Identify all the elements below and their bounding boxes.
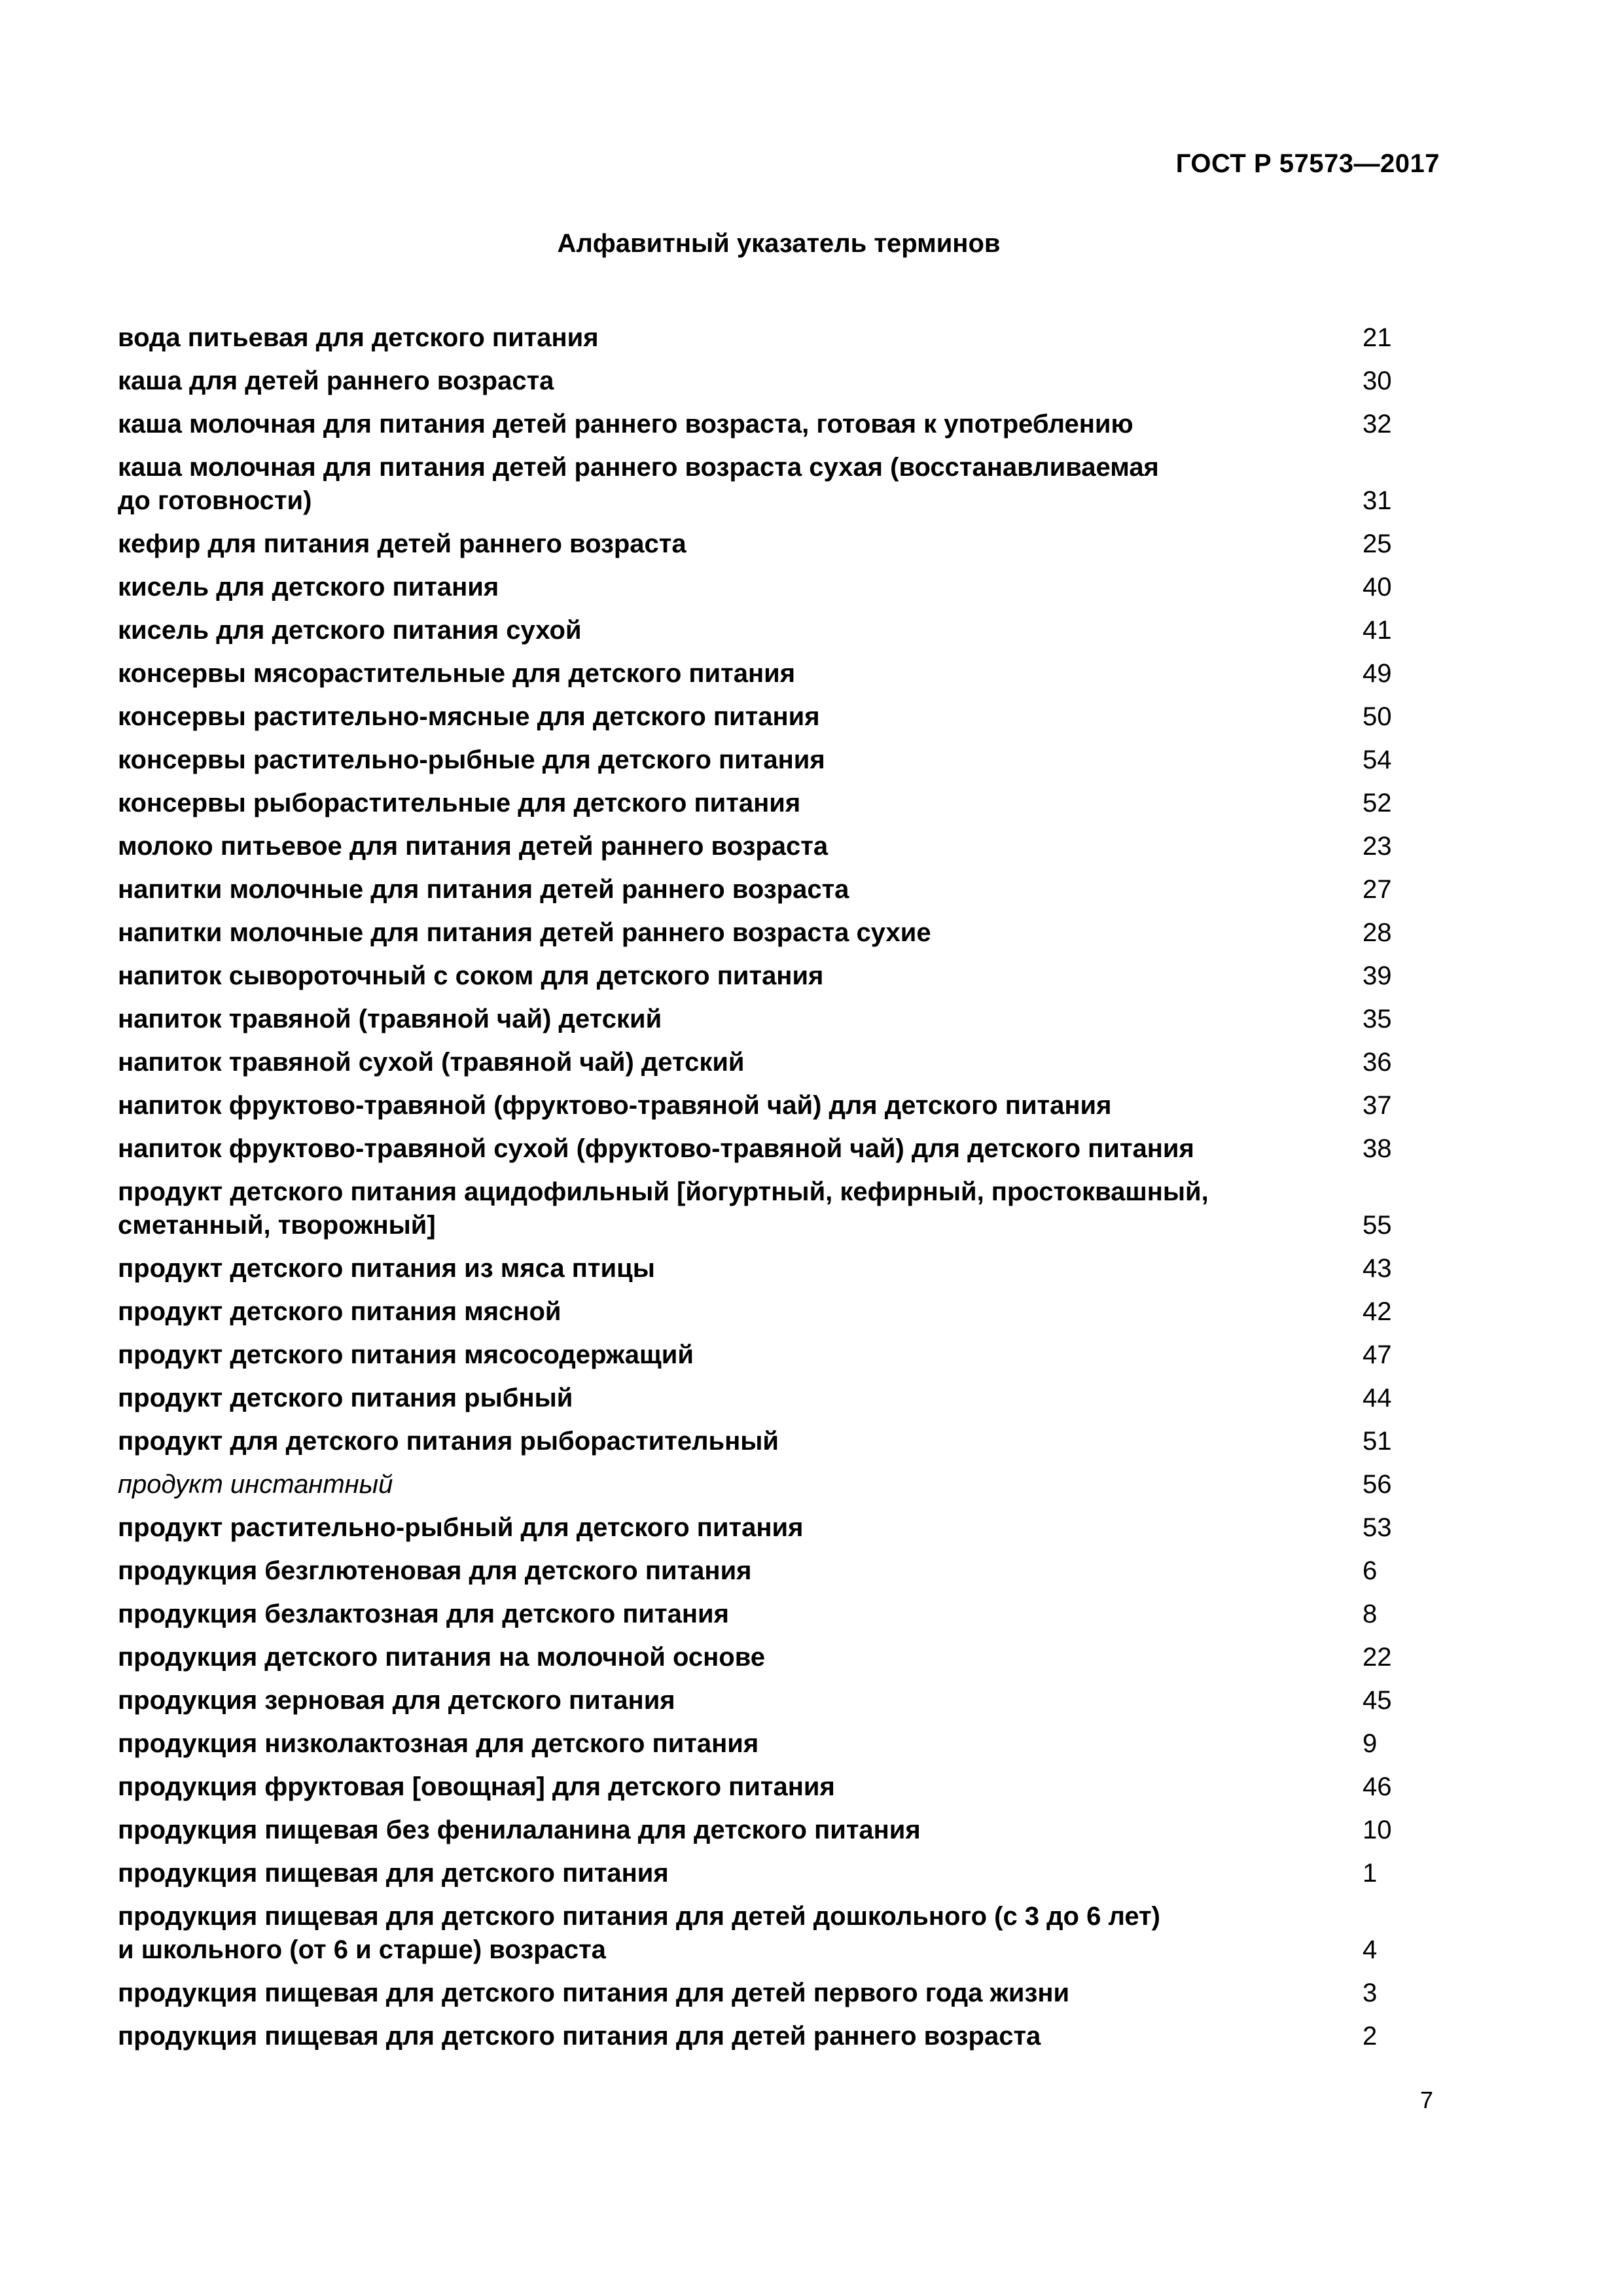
index-entry-number: 40 bbox=[1363, 573, 1392, 601]
index-entry bbox=[118, 446, 1427, 523]
index-entry-number: 23 bbox=[1363, 832, 1392, 861]
index-entry bbox=[118, 739, 1427, 782]
index-entry bbox=[118, 1291, 1427, 1334]
index-entry-number: 49 bbox=[1363, 659, 1392, 688]
index-entry bbox=[118, 1679, 1427, 1723]
index-entry-number: 27 bbox=[1363, 875, 1392, 904]
index-term bbox=[118, 1132, 1348, 1166]
index-entry bbox=[118, 825, 1427, 869]
index-entry-number: 41 bbox=[1363, 616, 1392, 645]
index-term bbox=[118, 365, 1348, 398]
index-term-line: продукция безглютеновая для детского питания bbox=[118, 1556, 752, 1585]
index-entry-number: 42 bbox=[1363, 1297, 1392, 1326]
index-term-line: напиток фруктово-травяной сухой (фруктово-травяной чай) для детского питания bbox=[118, 1134, 1194, 1163]
index-entry bbox=[118, 609, 1427, 653]
index-entry-number: 21 bbox=[1363, 323, 1392, 352]
index-entry-number: 1 bbox=[1363, 1859, 1378, 1888]
index-term bbox=[118, 528, 1348, 561]
index-entry-number: 22 bbox=[1363, 1643, 1392, 1672]
index-term bbox=[118, 2020, 1348, 2053]
index-entry bbox=[118, 1171, 1427, 1247]
index-entry-number: 4 bbox=[1363, 1935, 1378, 1964]
index-entry-number: 55 bbox=[1363, 1211, 1392, 1240]
index-term-line: продукция детского питания на молочной основе bbox=[118, 1643, 766, 1672]
page-title: Алфавитный указатель терминов bbox=[557, 229, 1001, 258]
index-term bbox=[118, 1425, 1348, 1458]
index-term bbox=[118, 1382, 1348, 1415]
index-entry bbox=[118, 955, 1427, 998]
index-entry bbox=[118, 1128, 1427, 1171]
index-entry bbox=[118, 317, 1427, 360]
index-entry bbox=[118, 1085, 1427, 1128]
index-term bbox=[118, 873, 1348, 906]
index-term-line: продукция пищевая без фенилаланина для детского питания bbox=[118, 1816, 921, 1844]
index-entry bbox=[118, 782, 1427, 825]
index-term bbox=[118, 1641, 1348, 1674]
index-term-line: продукция пищевая для детского питания bbox=[118, 1859, 669, 1888]
index-term-line: сметанный, творожный] bbox=[118, 1211, 436, 1240]
index-entry-number: 53 bbox=[1363, 1513, 1392, 1542]
index-term bbox=[118, 1554, 1348, 1588]
index-term-line: напиток фруктово-травяной (фруктово-травяной чай) для детского питания bbox=[118, 1091, 1112, 1120]
index-term-line: консервы растительно-рыбные для детского питания bbox=[118, 745, 825, 774]
index-term bbox=[118, 1977, 1348, 2010]
index-term-line: молоко питьевое для питания детей раннего возраста bbox=[118, 832, 829, 861]
index-entry bbox=[118, 696, 1427, 739]
index-entry bbox=[118, 998, 1427, 1041]
index-entry-number: 54 bbox=[1363, 745, 1392, 774]
index-entry-number: 2 bbox=[1363, 2022, 1378, 2051]
index-term bbox=[118, 916, 1348, 950]
index-entry-number: 8 bbox=[1363, 1600, 1378, 1628]
index-entry bbox=[118, 869, 1427, 912]
index-term-line: кефир для питания детей раннего возраста bbox=[118, 529, 687, 558]
index-entry bbox=[118, 2015, 1427, 2058]
index-term bbox=[118, 1598, 1348, 1631]
index-term-line: продукт растительно-рыбный для детского питания bbox=[118, 1513, 804, 1542]
index-term bbox=[118, 1770, 1348, 1804]
index-term-line: напитки молочные для питания детей раннего возраста сухие bbox=[118, 918, 931, 947]
index-term-line: продукт инстантный bbox=[118, 1470, 393, 1499]
index-term-line: каша молочная для питания детей раннего возраста, готовая к употреблению bbox=[118, 410, 1133, 439]
index-term bbox=[118, 571, 1348, 604]
index-term bbox=[118, 1727, 1348, 1761]
term-index bbox=[118, 317, 1427, 2058]
index-term bbox=[118, 1175, 1348, 1242]
index-term-line: до готовности) bbox=[118, 486, 312, 515]
index-entry bbox=[118, 1809, 1427, 1852]
index-entry-number: 44 bbox=[1363, 1384, 1392, 1412]
index-entry bbox=[118, 566, 1427, 609]
index-entry bbox=[118, 1766, 1427, 1809]
index-term-line: каша для детей раннего возраста bbox=[118, 367, 554, 395]
index-term bbox=[118, 787, 1348, 820]
index-term bbox=[118, 1046, 1348, 1079]
index-term-line: консервы растительно-мясные для детского питания bbox=[118, 702, 820, 731]
index-entry bbox=[118, 403, 1427, 446]
index-term-line: продукт детского питания мясной bbox=[118, 1297, 562, 1326]
index-entry-number: 36 bbox=[1363, 1048, 1392, 1077]
index-term-line: напиток сывороточный с соком для детского питания bbox=[118, 961, 824, 990]
index-term-line: продукт детского питания ацидофильный [йогуртный, кефирный, простоквашный, bbox=[118, 1177, 1209, 1206]
document-header: ГОСТ Р 57573—2017 bbox=[1175, 149, 1440, 178]
index-entry-number: 51 bbox=[1363, 1427, 1392, 1456]
index-entry-number: 25 bbox=[1363, 529, 1392, 558]
index-term-line: продукция зерновая для детского питания bbox=[118, 1686, 675, 1715]
index-term bbox=[118, 1252, 1348, 1285]
index-entry-number: 37 bbox=[1363, 1091, 1392, 1120]
index-entry bbox=[118, 1420, 1427, 1463]
index-term bbox=[118, 830, 1348, 863]
index-entry bbox=[118, 523, 1427, 566]
index-term-line: продукция фруктовая [овощная] для детского питания bbox=[118, 1772, 835, 1801]
index-entry bbox=[118, 1334, 1427, 1377]
index-entry bbox=[118, 1636, 1427, 1679]
index-term bbox=[118, 614, 1348, 647]
index-entry-number: 32 bbox=[1363, 410, 1392, 439]
index-term-line: напитки молочные для питания детей раннего возраста bbox=[118, 875, 849, 904]
index-term-line: напиток травяной (травяной чай) детский bbox=[118, 1005, 662, 1033]
index-term bbox=[118, 1511, 1348, 1545]
index-term bbox=[118, 1295, 1348, 1329]
index-term-line: вода питьевая для детского питания bbox=[118, 323, 599, 352]
index-term-line: консервы рыборастительные для детского питания bbox=[118, 789, 801, 817]
index-entry bbox=[118, 1593, 1427, 1636]
index-term bbox=[118, 700, 1348, 734]
index-entry bbox=[118, 1723, 1427, 1766]
index-term-line: продукция безлактозная для детского питания bbox=[118, 1600, 729, 1628]
index-entry bbox=[118, 1895, 1427, 1972]
index-entry-number: 50 bbox=[1363, 702, 1392, 731]
index-term-line: продукция пищевая для детского питания для детей дошкольного (с 3 до 6 лет) bbox=[118, 1902, 1160, 1931]
index-term-line: продукция низколактозная для детского питания bbox=[118, 1729, 759, 1758]
index-term bbox=[118, 1089, 1348, 1122]
index-entry-number: 52 bbox=[1363, 789, 1392, 817]
index-term-line: продукт детского питания из мяса птицы bbox=[118, 1254, 655, 1283]
index-term-line: продукт для детского питания рыборастительный bbox=[118, 1427, 779, 1456]
index-entry-number: 6 bbox=[1363, 1556, 1378, 1585]
index-entry bbox=[118, 1463, 1427, 1507]
index-entry bbox=[118, 912, 1427, 955]
index-term-line: каша молочная для питания детей раннего возраста сухая (восстанавливаемая bbox=[118, 453, 1159, 482]
index-term bbox=[118, 1003, 1348, 1036]
index-entry bbox=[118, 1377, 1427, 1420]
index-term bbox=[118, 960, 1348, 993]
index-term-line: продукт детского питания мясосодержащий bbox=[118, 1340, 694, 1369]
index-term-line: продукция пищевая для детского питания для детей раннего возраста bbox=[118, 2022, 1041, 2051]
index-term-line: напиток травяной сухой (травяной чай) детский bbox=[118, 1048, 745, 1077]
index-entry-number: 31 bbox=[1363, 486, 1392, 515]
index-term-line: консервы мясорастительные для детского питания bbox=[118, 659, 796, 688]
index-term bbox=[118, 657, 1348, 691]
index-entry-number: 47 bbox=[1363, 1340, 1392, 1369]
index-term bbox=[118, 408, 1348, 441]
index-term bbox=[118, 1900, 1348, 1967]
index-entry-number: 43 bbox=[1363, 1254, 1392, 1283]
index-entry-number: 10 bbox=[1363, 1816, 1392, 1844]
index-entry bbox=[118, 1247, 1427, 1291]
index-term bbox=[118, 451, 1348, 518]
index-term bbox=[118, 1814, 1348, 1847]
index-entry bbox=[118, 360, 1427, 403]
index-entry-number: 56 bbox=[1363, 1470, 1392, 1499]
index-term bbox=[118, 1338, 1348, 1372]
index-term-line: кисель для детского питания bbox=[118, 573, 499, 601]
index-entry bbox=[118, 1041, 1427, 1085]
index-entry bbox=[118, 1972, 1427, 2015]
index-entry bbox=[118, 1852, 1427, 1895]
index-term-line: продукт детского питания рыбный bbox=[118, 1384, 573, 1412]
index-entry-number: 28 bbox=[1363, 918, 1392, 947]
index-entry bbox=[118, 653, 1427, 696]
index-term-line: и школьного (от 6 и старше) возраста bbox=[118, 1935, 606, 1964]
index-term bbox=[118, 744, 1348, 777]
index-entry-number: 9 bbox=[1363, 1729, 1378, 1758]
index-entry-number: 3 bbox=[1363, 1979, 1378, 2007]
index-entry-number: 35 bbox=[1363, 1005, 1392, 1033]
index-entry bbox=[118, 1507, 1427, 1550]
index-entry-number: 46 bbox=[1363, 1772, 1392, 1801]
index-entry-number: 38 bbox=[1363, 1134, 1392, 1163]
page-number: 7 bbox=[1419, 2087, 1433, 2113]
index-term bbox=[118, 1857, 1348, 1890]
index-term-line: кисель для детского питания сухой bbox=[118, 616, 582, 645]
index-term bbox=[118, 321, 1348, 355]
index-term bbox=[118, 1468, 1348, 1501]
index-entry bbox=[118, 1550, 1427, 1593]
index-term-line: продукция пищевая для детского питания для детей первого года жизни bbox=[118, 1979, 1070, 2007]
index-entry-number: 45 bbox=[1363, 1686, 1392, 1715]
index-entry-number: 30 bbox=[1363, 367, 1392, 395]
index-term bbox=[118, 1684, 1348, 1717]
index-entry-number: 39 bbox=[1363, 961, 1392, 990]
